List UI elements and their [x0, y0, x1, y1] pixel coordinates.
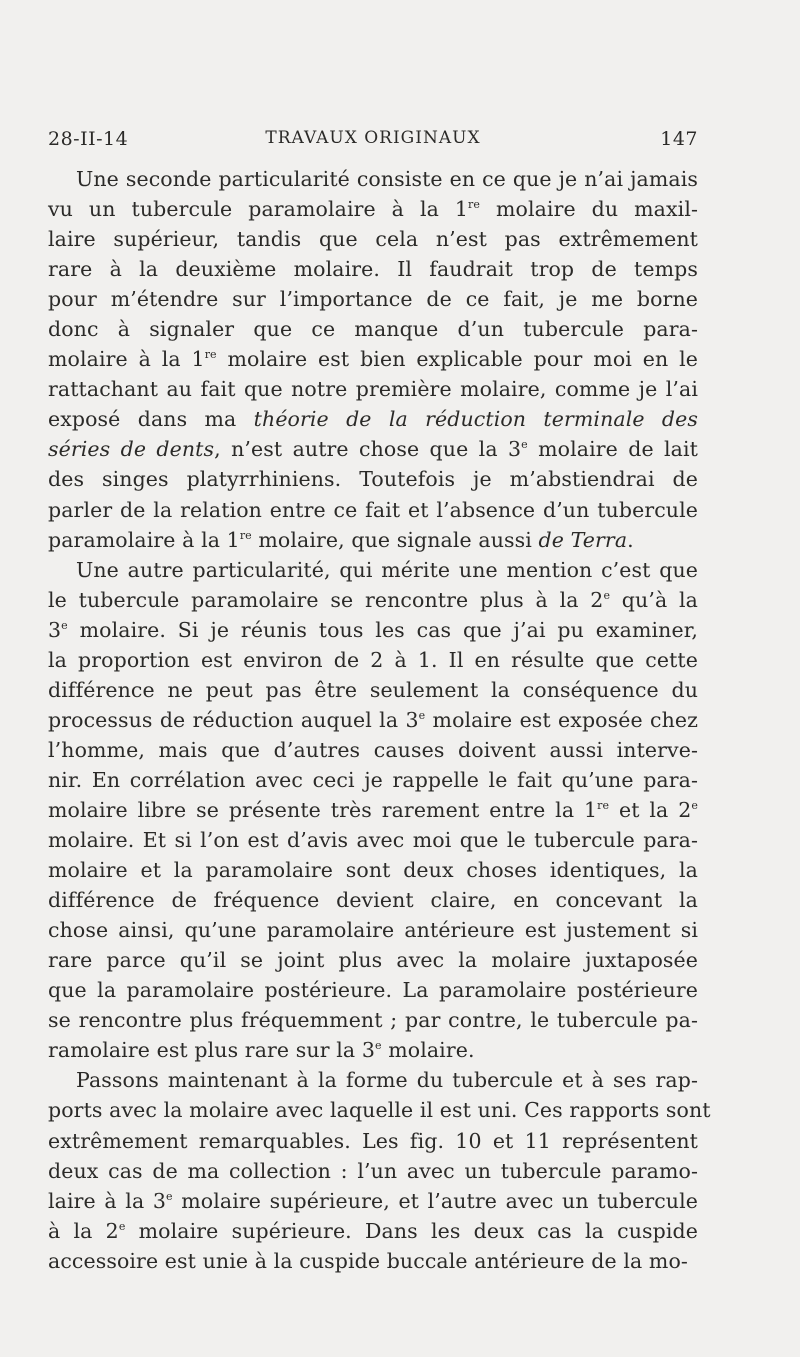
- text-line: rare à la deuxième molaire. Il faudrait trop de temps: [48, 257, 698, 282]
- text-line: processus de réduction auquel la 3e molaire est exposée chez: [48, 707, 699, 732]
- header-date: 28-II-14: [48, 128, 129, 150]
- paragraph-1: [48, 164, 698, 555]
- text-line: à la 2e molaire supérieure. Dans les deux cas la cuspide: [48, 1218, 698, 1243]
- text-line: donc à signaler que ce manque d’un tubercule para-: [48, 317, 698, 342]
- text-line: différence de fréquence devient claire, en concevant la: [48, 888, 698, 913]
- text-line: chose ainsi, qu’une paramolaire antérieure est justement si: [48, 918, 698, 943]
- page: [48, 128, 711, 1276]
- text-line: molaire. Et si l’on est d’avis avec moi que le tubercule para-: [48, 828, 698, 853]
- text-line: nir. En corrélation avec ceci je rappelle le fait qu’une para-: [48, 767, 698, 792]
- page-number: 147: [660, 128, 698, 150]
- text-line: pour m’étendre sur l’importance de ce fait, je me borne: [48, 287, 698, 312]
- running-header: [48, 128, 698, 164]
- text-line: différence ne peut pas être seulement la conséquence du: [48, 677, 698, 702]
- paragraph-2: [48, 555, 698, 1066]
- text-line: accessoire est unie à la cuspide buccale antérieure de la mo-: [48, 1248, 688, 1273]
- text-line: molaire et la paramolaire sont deux choses identiques, la: [48, 858, 698, 883]
- text-line: séries de dents, n’est autre chose que la 3e molaire de lait: [48, 437, 698, 462]
- text-line: que la paramolaire postérieure. La paramolaire postérieure: [48, 978, 698, 1003]
- text-line: exposé dans ma théorie de la réduction terminale des: [48, 407, 698, 432]
- text-line: extrêmement remarquables. Les fig. 10 et 11 représentent: [48, 1128, 698, 1153]
- text-line: laire supérieur, tandis que cela n’est pas extrêmement: [48, 227, 698, 252]
- text-line: vu un tubercule paramolaire à la 1re molaire du maxil-: [48, 197, 699, 222]
- body-text: [48, 164, 711, 1276]
- text-line: parler de la relation entre ce fait et l’absence d’un tubercule: [48, 497, 698, 522]
- paragraph-3: [48, 1065, 711, 1275]
- text-line: ramolaire est plus rare sur la 3e molaire.: [48, 1038, 475, 1063]
- text-line: Une autre particularité, qui mérite une mention c’est que: [76, 557, 698, 582]
- text-line: Passons maintenant à la forme du tubercule et à ses rap-: [76, 1068, 698, 1093]
- text-line: deux cas de ma collection : l’un avec un tubercule paramo-: [48, 1158, 698, 1183]
- running-title: TRAVAUX ORIGINAUX: [265, 128, 481, 148]
- text-line: 3e molaire. Si je réunis tous les cas que j’ai pu examiner,: [48, 617, 698, 642]
- text-line: le tubercule paramolaire se rencontre plus à la 2e qu’à la: [48, 587, 698, 612]
- text-line: molaire à la 1re molaire est bien explicable pour moi en le: [48, 347, 699, 372]
- text-line: laire à la 3e molaire supérieure, et l’autre avec un tubercule: [48, 1188, 698, 1213]
- text-line: paramolaire à la 1re molaire, que signale aussi de Terra.: [48, 527, 634, 552]
- text-line: Une seconde particularité consiste en ce que je n’ai jamais: [76, 167, 698, 191]
- text-line: la proportion est environ de 2 à 1. Il en résulte que cette: [48, 647, 698, 672]
- text-line: se rencontre plus fréquemment ; par contre, le tubercule pa-: [48, 1008, 698, 1033]
- text-line: ports avec la molaire avec laquelle il est uni. Ces rapports sont: [48, 1098, 711, 1123]
- text-line: rare parce qu’il se joint plus avec la molaire juxtaposée: [48, 948, 698, 973]
- text-line: rattachant au fait que notre première molaire, comme je l’ai: [48, 377, 698, 402]
- text-line: l’homme, mais que d’autres causes doivent aussi interve-: [48, 737, 698, 762]
- text-line: molaire libre se présente très rarement entre la 1re et la 2e: [48, 797, 698, 822]
- text-line: des singes platyrrhiniens. Toutefois je m’abstiendrai de: [48, 467, 698, 492]
